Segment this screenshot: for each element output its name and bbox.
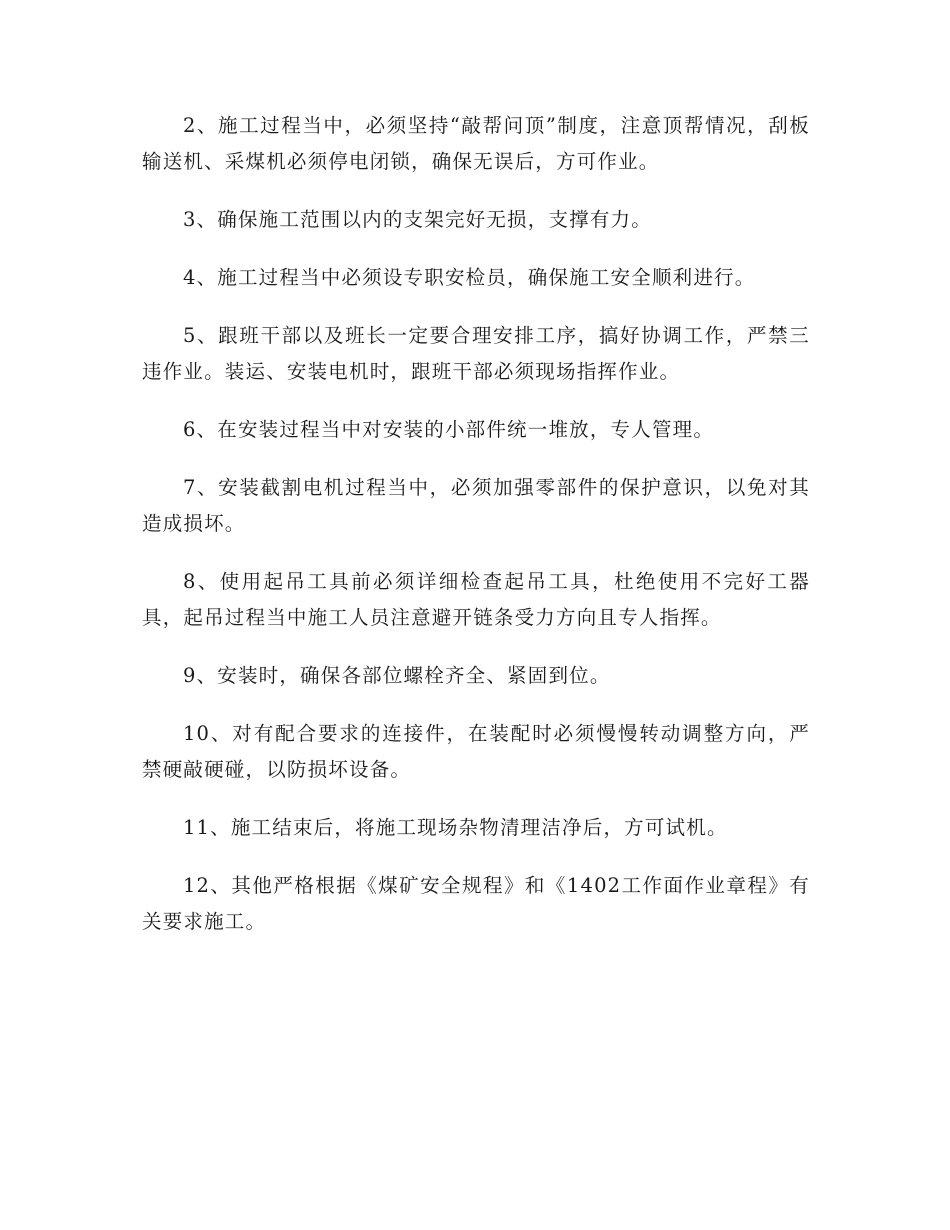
paragraph-item-6: 6、在安装过程当中对安装的小部件统一堆放，专人管理。 (182, 418, 715, 441)
paragraph-item-9: 9、安装时，确保各部位螺栓齐全、紧固到位。 (182, 664, 611, 687)
document-body (142, 108, 810, 962)
paragraph-item-12: 12、其他严格根据《煤矿安全规程》和《1402工作面作业章程》有关要求施工。 (142, 874, 810, 933)
paragraph-item-5: 5、跟班干部以及班长一定要合理安排工序，搞好协调工作，严禁三违作业。装运、安装电机时，跟班干部必须现场指挥作业。 (142, 324, 810, 383)
paragraph-item-7: 7、安装截割电机过程当中，必须加强零部件的保护意识，以免对其造成损坏。 (142, 476, 810, 535)
paragraph-item-4: 4、施工过程当中必须设专职安检员，确保施工安全顺利进行。 (182, 266, 756, 289)
paragraph-item-3: 3、确保施工范围以内的支架完好无损，支撑有力。 (182, 208, 652, 231)
paragraph-item-11: 11、施工结束后，将施工现场杂物清理洁净后，方可试机。 (182, 816, 728, 839)
paragraph-item-2: 2、施工过程当中，必须坚持“敲帮问顶”制度，注意顶帮情况，刮板输送机、采煤机必须停电闭锁，确保无误后，方可作业。 (142, 114, 810, 173)
paragraph-item-8: 8、使用起吊工具前必须详细检查起吊工具，杜绝使用不完好工器具，起吊过程当中施工人员注意避开链条受力方向且专人指挥。 (142, 570, 810, 629)
paragraph-item-10: 10、对有配合要求的连接件，在装配时必须慢慢转动调整方向，严禁硬敲硬碰，以防损坏设备。 (142, 722, 810, 781)
